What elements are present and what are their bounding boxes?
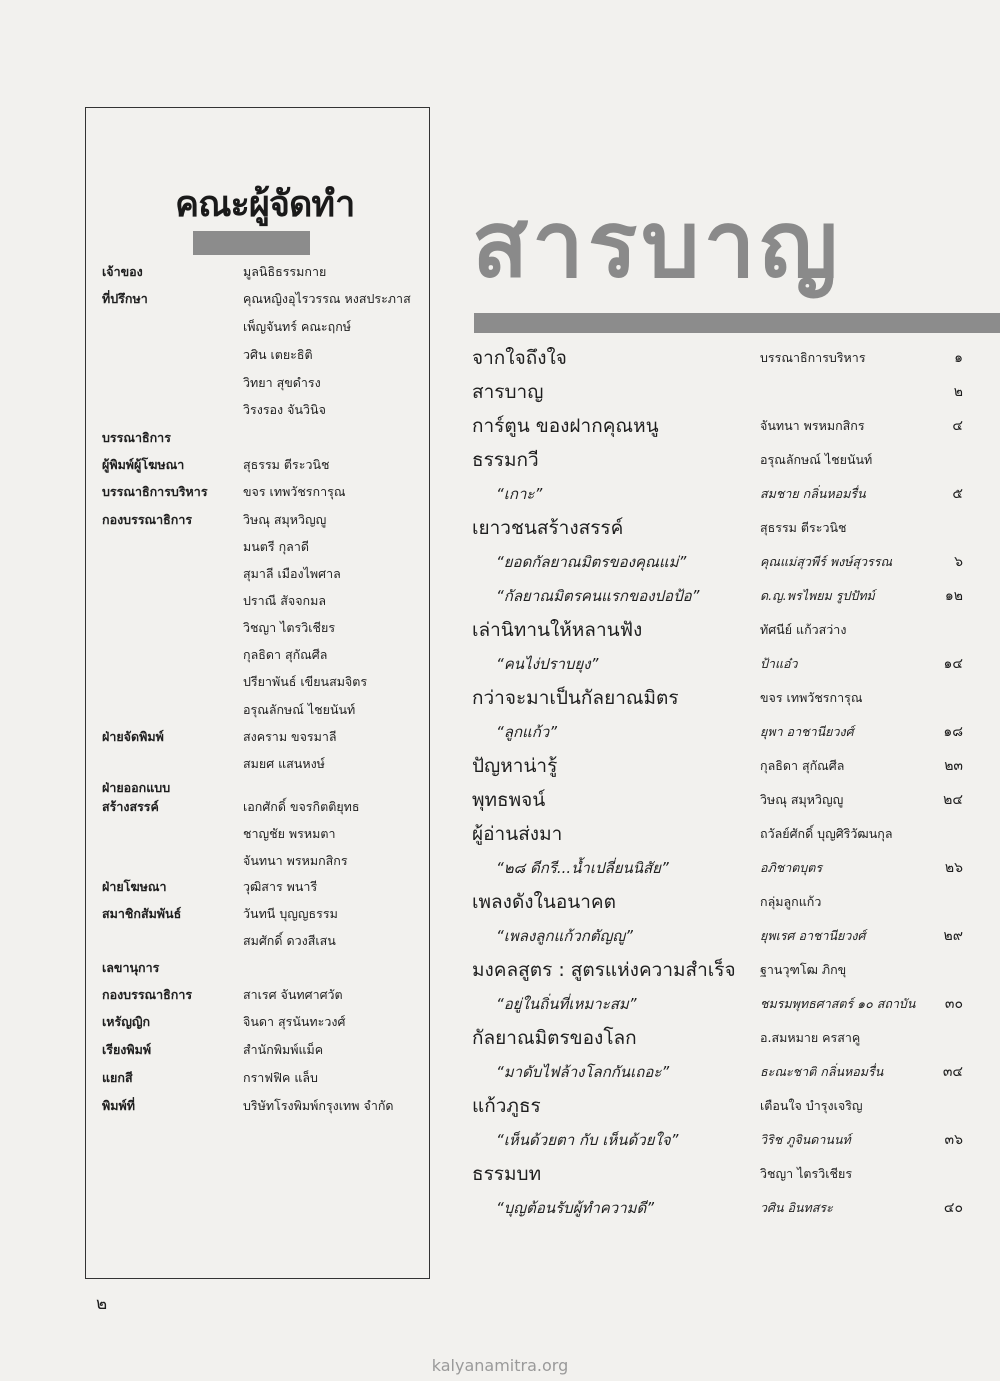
toc-row — [0, 615, 1000, 645]
toc-row — [0, 377, 1000, 407]
toc-page: ๓๖ — [944, 1132, 963, 1148]
toc-page: ๑ — [954, 350, 963, 366]
toc-page: ๒ — [953, 384, 963, 400]
toc-page: ๑๒ — [944, 588, 963, 604]
toc-author: วิชญา ไตรวิเชียร — [760, 1166, 853, 1181]
staff-name: สมยศ แสนหงษ์ — [243, 756, 325, 771]
toc-author: ป้าแอ๋ว — [760, 656, 798, 671]
staff-role: กองบรรณาธิการ — [102, 512, 193, 527]
toc-page: ๓๐ — [944, 996, 963, 1012]
toc-section-title: พุทธพจน์ — [472, 789, 546, 811]
toc-subtitle: “ลูกแก้ว” — [496, 723, 557, 741]
staff-role: เหรัญญิก — [102, 1014, 151, 1029]
staff-role: บรรณาธิการบริหาร — [102, 484, 208, 499]
toc-author: ธะณะชาติ กลิ่นหอมรื่น — [760, 1064, 884, 1079]
toc-subtitle: “เกาะ” — [496, 485, 543, 503]
toc-row — [0, 343, 1000, 373]
toc-row — [0, 547, 1000, 577]
staff-name: มนตรี กุลาดี — [243, 539, 309, 554]
toc-author: ถวัลย์ศักดิ์ บุญศิริวัฒนกุล — [760, 826, 893, 841]
toc-section-title: ธรรมกวี — [472, 449, 539, 471]
toc-subtitle: “อยู่ในถิ่นที่เหมาะสม” — [496, 995, 637, 1013]
staff-name: วิทยา สุขดำรง — [243, 375, 321, 390]
staff-name: สาเรศ จันทศาศวัต — [243, 987, 343, 1002]
toc-section-title: จากใจถึงใจ — [472, 347, 567, 369]
toc-section-title: กว่าจะมาเป็นกัลยาณมิตร — [472, 687, 679, 709]
toc-subtitle: “มาดับไฟล้างโลกกันเถอะ” — [496, 1063, 670, 1081]
toc-subtitle: “เห็นด้วยตา กับ เห็นด้วยใจ” — [496, 1131, 679, 1149]
staff-role: ฝ่ายโฆษณา — [102, 879, 167, 894]
staff-name: สมศักดิ์ ดวงสีเสน — [243, 933, 336, 948]
staff-name: ปรียาพันธ์ เขียนสมจิตร — [243, 674, 368, 689]
toc-row — [0, 751, 1000, 781]
toc-author: จันทนา พรหมกสิกร — [760, 418, 865, 433]
toc-author: ชมรมพุทธศาสตร์ ๑๐ สถาบัน — [760, 996, 916, 1011]
staff-role: ฝ่ายออกแบบ — [102, 780, 171, 795]
staff-title-bar — [193, 231, 310, 255]
staff-role: ผู้พิมพ์ผู้โฆษณา — [102, 457, 185, 472]
toc-row — [0, 445, 1000, 475]
toc-author: กุลธิดา สุกัณศีล — [760, 758, 845, 773]
staff-role: ฝ่ายจัดพิมพ์ — [102, 729, 164, 744]
staff-role: พิมพ์ที่ — [102, 1098, 135, 1113]
staff-name: บริษัทโรงพิมพ์กรุงเทพ จำกัด — [243, 1098, 394, 1113]
toc-author: ยุพา อาชานียวงศ์ — [760, 724, 854, 739]
staff-name: สุมาลี เมืองไพศาล — [243, 566, 341, 581]
toc-subtitle: “ยอดกัลยาณมิตรของคุณแม่” — [496, 553, 687, 571]
toc-author: บรรณาธิการบริหาร — [760, 350, 866, 365]
staff-role: แยกสี — [102, 1070, 133, 1085]
toc-title-bar — [474, 313, 1000, 333]
toc-author: อรุณลักษณ์ ไชยนันท์ — [760, 452, 873, 467]
toc-author: ยุพเรศ อาชานียวงศ์ — [760, 928, 866, 943]
staff-name: จันทนา พรหมกสิกร — [243, 853, 348, 868]
toc-page: ๒๔ — [943, 792, 963, 808]
toc-row — [0, 411, 1000, 441]
staff-name: สุธรรม ตีระวนิช — [243, 457, 330, 472]
toc-section-title: มงคลสูตร : สูตรแห่งความสำเร็จ — [472, 959, 736, 981]
staff-name: คุณหญิงอุไรวรรณ หงสประภาส — [243, 291, 411, 306]
toc-section-title: สารบาญ — [472, 381, 544, 403]
toc-row — [0, 921, 1000, 951]
toc-page: ๓๔ — [942, 1064, 963, 1080]
staff-name: เพ็ญจันทร์ คณะฤกษ์ — [243, 319, 352, 334]
toc-subtitle: “๒๘ ดีกรี...น้ำเปลี่ยนนิสัย” — [496, 859, 669, 877]
staff-name: สำนักพิมพ์แม็ค — [243, 1042, 324, 1057]
staff-name: ชาญชัย พรหมตา — [243, 826, 336, 841]
staff-name: เอกศักดิ์ ขจรกิตติยุทธ — [243, 799, 360, 814]
staff-role: สร้างสรรค์ — [102, 799, 159, 814]
toc-author: ขจร เทพวัชรการุณ — [760, 690, 863, 705]
staff-role: กองบรรณาธิการ — [102, 987, 193, 1002]
staff-name: ขจร เทพวัชรการุณ — [243, 484, 346, 499]
toc-row — [0, 1091, 1000, 1121]
staff-role: เจ้าของ — [102, 264, 143, 279]
toc-row — [0, 649, 1000, 679]
toc-author: ด.ญ.พรไพยม รูปปัทม์ — [760, 588, 875, 603]
toc-row — [0, 513, 1000, 543]
toc-author: อภิชาตบุตร — [760, 860, 823, 875]
toc-page: ๒๓ — [944, 758, 963, 774]
staff-name: วันทนี บุญญธรรม — [243, 906, 338, 921]
toc-row — [0, 887, 1000, 917]
toc-section-title: กัลยาณมิตรของโลก — [472, 1027, 637, 1049]
toc-row — [0, 479, 1000, 509]
staff-role: บรรณาธิการ — [102, 430, 171, 445]
staff-name: วิรงรอง จันวินิจ — [243, 402, 326, 417]
staff-role: สมาชิกสัมพันธ์ — [102, 906, 182, 921]
toc-row — [0, 717, 1000, 747]
toc-author: สมชาย กลิ่นหอมรื่น — [760, 486, 866, 501]
toc-subtitle: “กัลยาณมิตรคนแรกของปอป้อ” — [496, 587, 700, 605]
staff-role: เรียงพิมพ์ — [102, 1042, 152, 1057]
toc-row — [0, 989, 1000, 1019]
toc-author: วิริช ภูจินดานนท์ — [760, 1132, 851, 1147]
toc-row — [0, 683, 1000, 713]
toc-section-title: ธรรมบท — [472, 1163, 542, 1185]
toc-page: ๒๖ — [944, 860, 963, 876]
toc-author: คุณแม่สุวพีร์ พงษ์สุวรรณ — [760, 554, 893, 569]
toc-author: วิษณุ สมุหวิญญู — [760, 792, 844, 807]
toc-author: เตือนใจ บำรุงเจริญ — [760, 1098, 863, 1113]
staff-role: ที่ปรึกษา — [102, 291, 148, 306]
toc-subtitle: “เพลงลูกแก้วกตัญญู” — [496, 927, 633, 945]
toc-row — [0, 1057, 1000, 1087]
staff-name: วุฒิสาร พนารี — [243, 879, 318, 894]
toc-page: ๑๘ — [943, 724, 963, 740]
staff-name: วิษณุ สมุหวิญญู — [243, 512, 327, 527]
toc-section-title: แก้วภูธร — [472, 1095, 541, 1117]
staff-name: สงคราม ขจรมาลี — [243, 729, 337, 744]
toc-section-title: เพลงดังในอนาคต — [472, 891, 616, 913]
staff-name: กราฟฟิค แล็บ — [243, 1070, 318, 1085]
toc-author: อ.สมหมาย ครสาคู — [760, 1030, 861, 1045]
toc-section-title: ผู้อ่านส่งมา — [472, 823, 563, 845]
toc-page: ๔ — [952, 418, 963, 434]
toc-author: สุธรรม ตีระวนิช — [760, 520, 847, 535]
toc-author: กลุ่มลูกแก้ว — [760, 894, 822, 909]
toc-page: ๑๔ — [943, 656, 963, 672]
toc-row — [0, 1193, 1000, 1223]
toc-section-title: เยาวชนสร้างสรรค์ — [472, 517, 624, 539]
staff-name: กุลธิดา สุกัณศีล — [243, 647, 328, 662]
toc-row — [0, 955, 1000, 985]
staff-name: มูลนิธิธรรมกาย — [243, 264, 327, 279]
staff-name: วศิน เตยะธิติ — [243, 347, 313, 362]
toc-row — [0, 1023, 1000, 1053]
toc-author: วศิน อินทสระ — [760, 1200, 833, 1215]
toc-row — [0, 1125, 1000, 1155]
toc-subtitle: “คนไง่ปราบยุง” — [496, 655, 599, 673]
toc-author: ฐานวุฑโฒ ภิกขุ — [760, 962, 847, 977]
footer-watermark: kalyanamitra.org — [431, 1356, 569, 1375]
toc-section-title: เล่านิทานให้หลานฟัง — [472, 619, 643, 641]
toc-row — [0, 819, 1000, 849]
toc-page: ๕ — [952, 486, 963, 502]
toc-page: ๖ — [954, 554, 963, 570]
toc-subtitle: “บุญต้อนรับผู้ทำความดี” — [496, 1199, 655, 1217]
staff-role: เลขานุการ — [102, 960, 160, 975]
staff-title: คณะผู้จัดทำ — [175, 184, 355, 225]
toc-row — [0, 785, 1000, 815]
toc-row — [0, 1159, 1000, 1189]
staff-name: ปราณี สัจจกมล — [243, 593, 326, 608]
toc-author: ทัศนีย์ แก้วสว่าง — [760, 622, 847, 637]
toc-page: ๔๐ — [943, 1200, 963, 1216]
toc-title: สารบาญ — [472, 191, 842, 298]
toc-page: ๒๙ — [943, 928, 963, 944]
staff-name: วิชญา ไตรวิเชียร — [243, 620, 336, 635]
staff-name: อรุณลักษณ์ ไชยนันท์ — [243, 702, 356, 717]
toc-section-title: การ์ตูน ของฝากคุณหนู — [472, 415, 659, 437]
staff-name: จินดา สุรนันทะวงศ์ — [243, 1014, 346, 1029]
toc-row — [0, 581, 1000, 611]
page-number: ๒ — [96, 1294, 108, 1314]
toc-section-title: ปัญหาน่ารู้ — [472, 755, 558, 777]
toc-row — [0, 853, 1000, 883]
